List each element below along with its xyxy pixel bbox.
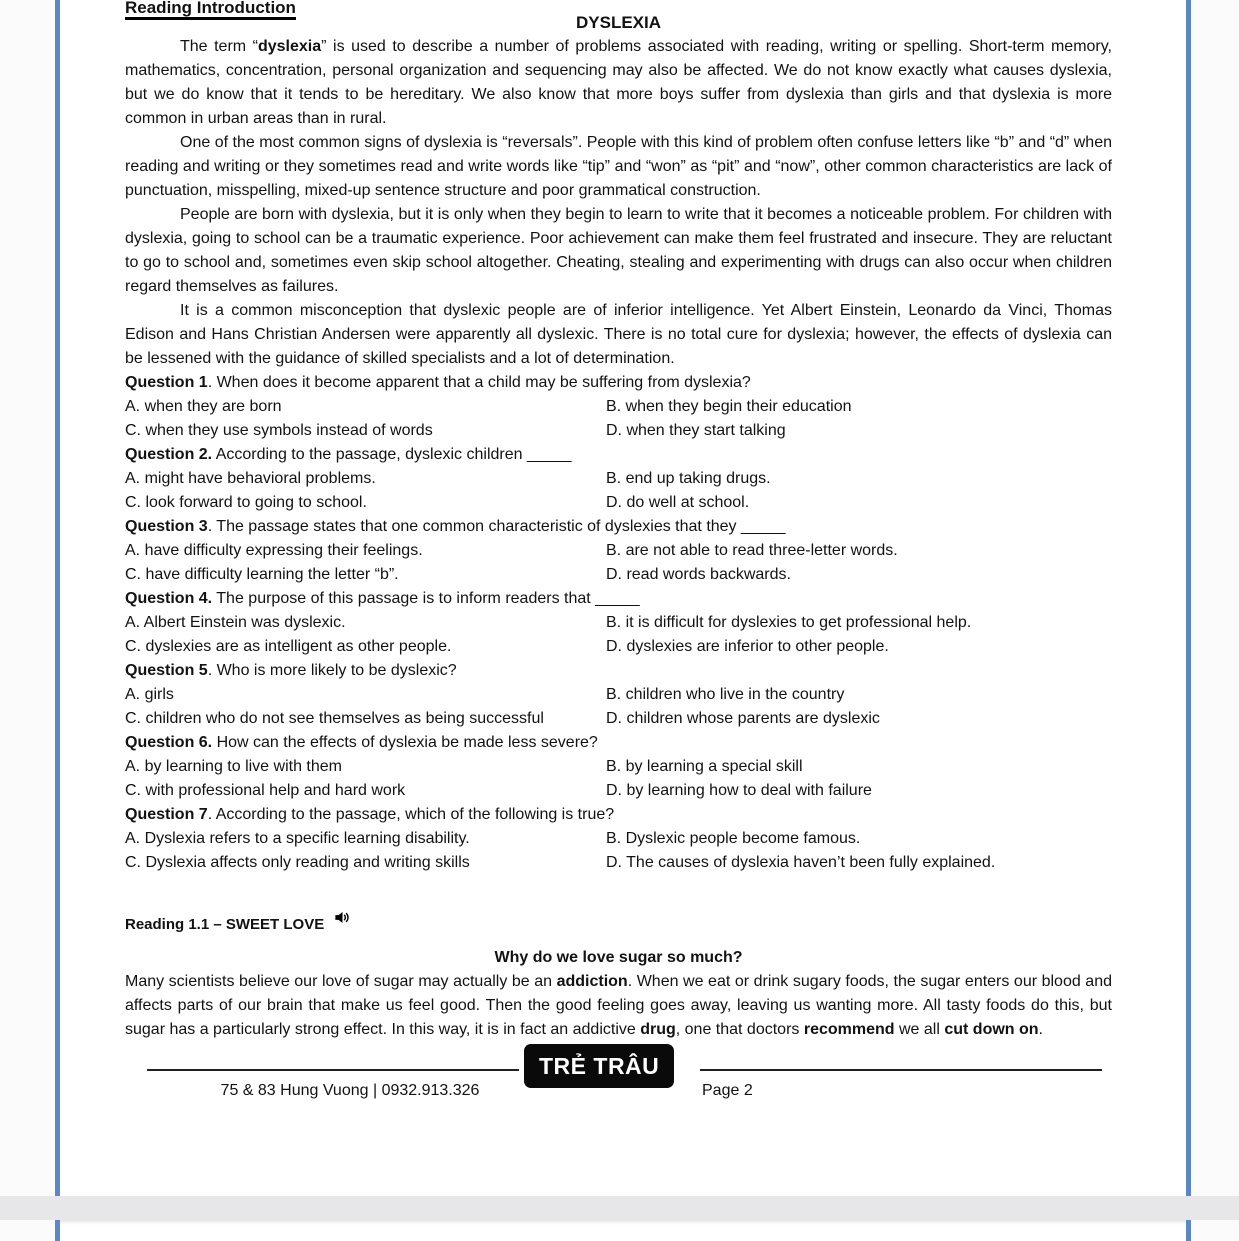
passage xyxy=(125,35,1112,371)
speaker-icon xyxy=(333,908,352,935)
answer-options xyxy=(125,683,1112,731)
footer-address: 75 & 83 Hung Vuong | 0932.913.326 xyxy=(220,1082,480,1099)
next-page-edge xyxy=(55,1220,1191,1241)
footer-rule-left xyxy=(147,1069,519,1071)
question-stem: Question 4. The purpose of this passage is to inform readers that _____ xyxy=(125,590,640,607)
question-stem: Question 5. Who is more likely to be dyslexic? xyxy=(125,662,457,679)
answer-option: D. by learning how to deal with failure xyxy=(606,782,872,799)
answer-options xyxy=(125,611,1112,659)
answer-option: B. Dyslexic people become famous. xyxy=(606,830,861,847)
clipped-heading xyxy=(125,0,1112,17)
answer-option: B. are not able to read three-letter words. xyxy=(606,542,898,559)
question-label: Question 2. xyxy=(125,446,213,463)
answer-options xyxy=(125,755,1112,803)
question-stem: Question 6. How can the effects of dyslexia be made less severe? xyxy=(125,734,598,751)
clipped-heading-text: Reading Introduction xyxy=(125,0,296,20)
passage-paragraph: The term “dyslexia” is used to describe a number of problems associated with reading, writing or spelling. Short-term memory, mathematics, concentration, personal organization and sequencing may also be affected. We do not know exactly what causes dyslexia, but we do know that it tends to be hereditary. We also know that more boys suffer from dyslexia than girls and that dyslexia is more common in urban areas than in rural. xyxy=(125,38,1112,127)
question-label: Question 5 xyxy=(125,662,208,679)
answer-option: B. when they begin their education xyxy=(606,398,852,415)
answer-option: D. children whose parents are dyslexic xyxy=(606,710,880,727)
answer-option: A. Albert Einstein was dyslexic. xyxy=(125,614,346,631)
answer-options xyxy=(125,539,1112,587)
answer-option: D. The causes of dyslexia haven’t been fully explained. xyxy=(606,854,996,871)
answer-option: B. end up taking drugs. xyxy=(606,470,771,487)
answer-option: C. with professional help and hard work xyxy=(125,782,406,799)
answer-option: A. Dyslexia refers to a specific learning disability. xyxy=(125,830,470,847)
passage-paragraph: It is a common misconception that dyslexic people are of inferior intelligence. Yet Albert Einstein, Leonardo da Vinci, Thomas Edison and Hans Christian Andersen were apparently all dyslexic. There is no total cure for dyslexia; however, the effects of dyslexia can be lessened with the guidance of skilled specialists and a lot of determination. xyxy=(125,302,1112,367)
reading-section-heading xyxy=(125,913,1112,940)
answer-option: C. children who do not see themselves as being successful xyxy=(125,710,544,727)
question-block xyxy=(125,515,1112,587)
question-label: Question 7 xyxy=(125,806,208,823)
answer-option: A. girls xyxy=(125,686,174,703)
page-content xyxy=(60,0,1186,1128)
answer-option: A. when they are born xyxy=(125,398,282,415)
question-block xyxy=(125,803,1112,875)
answer-option: B. it is difficult for dyslexies to get professional help. xyxy=(606,614,972,631)
answer-option: A. by learning to live with them xyxy=(125,758,342,775)
passage-paragraph: People are born with dyslexia, but it is only when they begin to learn to write that it becomes a noticeable problem. For children with dyslexia, going to school can be a traumatic experience. Poor achievement can make them feel frustrated and insecure. They are reluctant to go to school and, sometimes even skip school altogether. Cheating, stealing and experimenting with drugs can also occur when children regard themselves as failures. xyxy=(125,206,1112,295)
question-label: Question 1 xyxy=(125,374,208,391)
answer-option: D. dyslexies are inferior to other people. xyxy=(606,638,889,655)
answer-options xyxy=(125,467,1112,515)
question-label: Question 4. xyxy=(125,590,213,607)
answer-option: B. by learning a special skill xyxy=(606,758,803,775)
answer-option: D. do well at school. xyxy=(606,494,750,511)
question-stem: Question 1. When does it become apparent that a child may be suffering from dyslexia? xyxy=(125,374,751,391)
answer-option: C. look forward to going to school. xyxy=(125,494,367,511)
answer-option: C. dyslexies are as intelligent as other people. xyxy=(125,638,452,655)
question-label: Question 3 xyxy=(125,518,208,535)
question-stem: Question 2. According to the passage, dyslexic children _____ xyxy=(125,446,572,463)
reading-heading-text: Reading 1.1 – SWEET LOVE xyxy=(125,916,325,933)
passage-title: DYSLEXIA xyxy=(575,13,662,32)
answer-option: D. when they start talking xyxy=(606,422,786,439)
answer-option: C. have difficulty learning the letter “b”. xyxy=(125,566,399,583)
question-label: Question 6. xyxy=(125,734,213,751)
question-block xyxy=(125,371,1112,443)
answer-option: C. Dyslexia affects only reading and writing skills xyxy=(125,854,470,871)
sugar-section-title: Why do we love sugar so much? xyxy=(494,949,743,966)
answer-options xyxy=(125,395,1112,443)
question-stem: Question 7. According to the passage, which of the following is true? xyxy=(125,806,615,823)
question-block xyxy=(125,587,1112,659)
tre-trau-logo xyxy=(524,1044,674,1088)
footer-rule-right xyxy=(700,1069,1102,1071)
question-block xyxy=(125,443,1112,515)
passage-paragraph: One of the most common signs of dyslexia is “reversals”. People with this kind of problem often confuse letters like “b” and “d” when reading and writing or they sometimes read and write words like “tip” and “won” as “pit” and “now”, other common characteristics are lack of punctuation, misspelling, mixed-up sentence structure and poor grammatical construction. xyxy=(125,134,1112,199)
page-number: Page 2 xyxy=(702,1082,753,1099)
question-block xyxy=(125,659,1112,731)
page-footer xyxy=(125,1053,1112,1128)
answer-option: A. might have behavioral problems. xyxy=(125,470,376,487)
logo-text: TRẺ TRÂU xyxy=(539,1053,660,1079)
question-block xyxy=(125,731,1112,803)
question-stem: Question 3. The passage states that one common characteristic of dyslexies that they _____ xyxy=(125,518,786,535)
answer-option: D. read words backwards. xyxy=(606,566,791,583)
questions xyxy=(125,371,1112,875)
answer-option: A. have difficulty expressing their feelings. xyxy=(125,542,423,559)
answer-options xyxy=(125,827,1112,875)
sugar-paragraph: Many scientists believe our love of sugar may actually be an addiction. When we eat or drink sugary foods, the sugar enters our blood and affects parts of our brain that make us feel good. Then the good feeling goes away, leaving us wanting more. All tasty foods do this, but sugar has a particularly strong effect. In this way, it is in fact an addictive drug, one that doctors recommend we all cut down on. xyxy=(125,973,1113,1038)
document-page xyxy=(55,0,1191,1196)
answer-option: B. children who live in the country xyxy=(606,686,845,703)
answer-option: C. when they use symbols instead of words xyxy=(125,422,433,439)
page-gap xyxy=(0,1196,1239,1220)
